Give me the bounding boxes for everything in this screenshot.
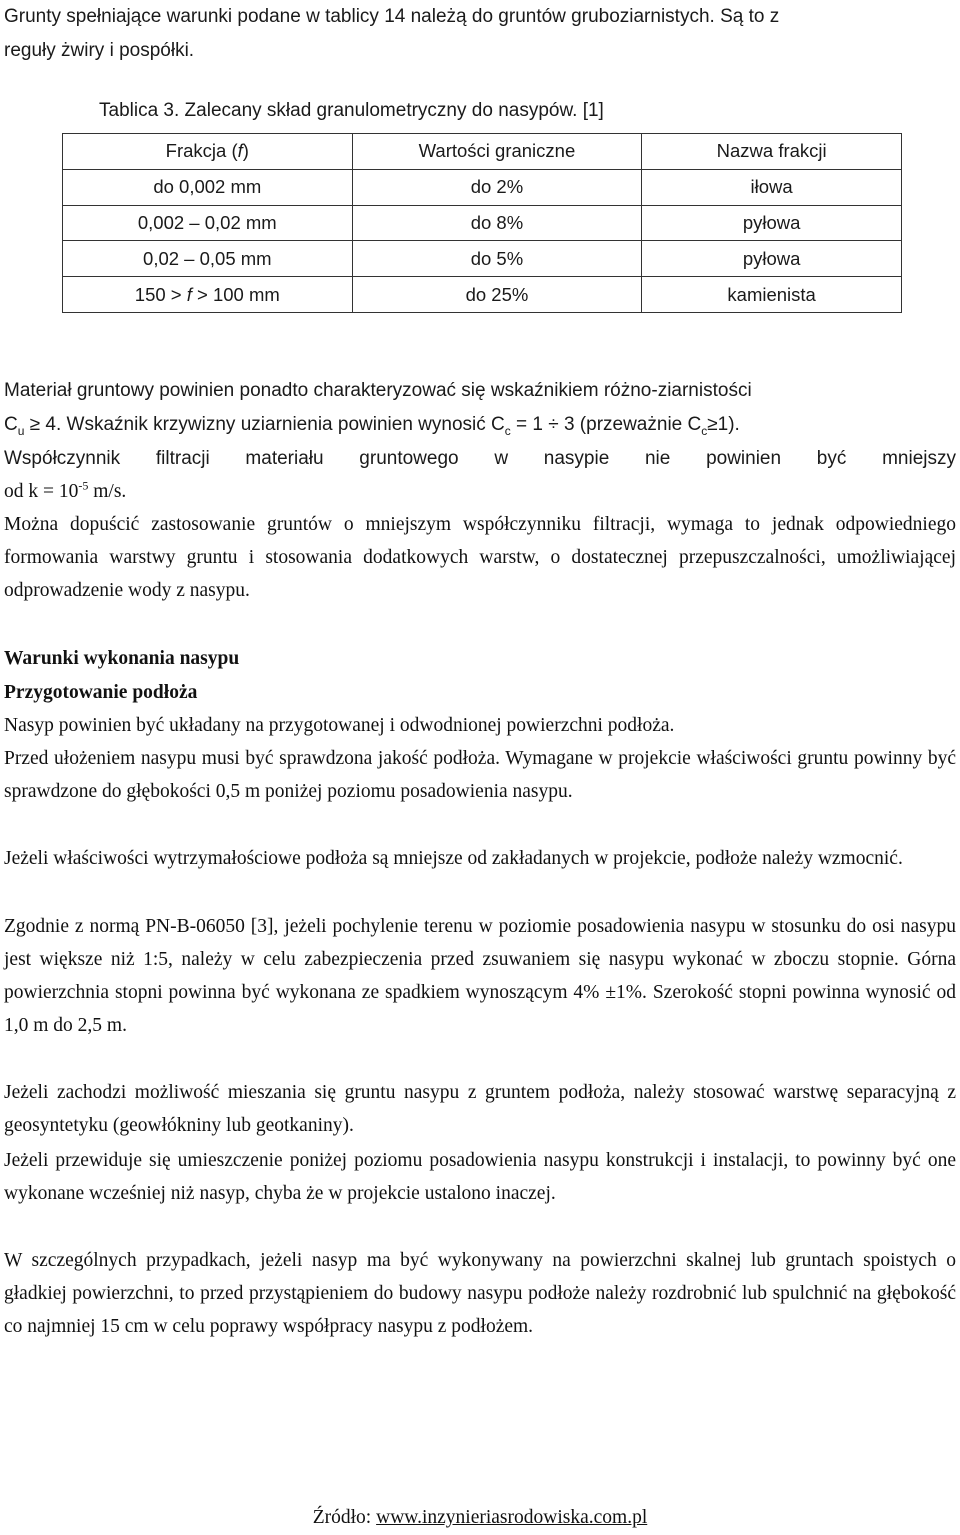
paragraph: Zgodnie z normą PN-B-06050 [3], jeżeli pochylenie terenu w poziomie posadowienia nasypu w stosunku do osi nasypu jest większe niż 1:5, należy w celu zabezpieczenia przed zsuwaniem się nasypu wykonać w zboczu stopnie. Górna powierzchnia stopni powinna być wykonana ze spadkiem wynoszącym 4% ±1%. Szerokość stopni powinna wynosić od 1,0 m do 2,5 m. (4, 916, 956, 1036)
cell-fraction: 0,02 – 0,05 mm (63, 241, 353, 277)
cell-fraction: 0,002 – 0,02 mm (63, 205, 353, 241)
paragraph-filtration: Można dopuścić zastosowanie gruntów o mniejszym współczynniku filtracji, wymaga to jednak odpowiedniego formowania warstwy gruntu i stosowania dodatkowych warstw, o dostatecznej przepuszczalności, umożliwiającej odprowadzenie wody z nasypu. (4, 514, 956, 601)
intro-line-1: Grunty spełniające warunki podane w tablicy 14 należą do gruntów gruboziarnistych. Są to z (4, 6, 780, 27)
cell-limit: do 25% (352, 277, 642, 313)
header-fraction: Frakcja (f) (63, 134, 353, 170)
material-line-4: od $k = 10^{-5}$ m/s. (4, 478, 127, 502)
granulometric-table (62, 133, 902, 313)
table-row (63, 241, 902, 277)
paragraph: W szczególnych przypadkach, jeżeli nasyp ma być wykonywany na powierzchni skalnej lub gruntach spoistych o gładkiej powierzchni, to przed przystąpieniem do budowy nasypu podłoże należy rozdrobnić lub spulchnić na głębokość co najmniej 15 cm w celu poprawy współpracy nasypu z podłożem. (4, 1250, 956, 1337)
paragraph: Przed ułożeniem nasypu musi być sprawdzona jakość podłoża. Wymagane w projekcie właściwości gruntu powinny być sprawdzone do głębokości 0,5 m poniżej poziomu posadowienia nasypu. (4, 748, 956, 802)
header-limit-values: Wartości graniczne (352, 134, 642, 170)
cell-fraction: do 0,002 mm (63, 169, 353, 205)
section-heading: Warunki wykonania nasypu (4, 648, 240, 669)
material-line-3: Współczynnik filtracji materiału gruntowego w nasypie nie powinien być mniejszy (4, 448, 956, 469)
paragraph: Jeżeli zachodzi możliwość mieszania się gruntu nasypu z gruntem podłoża, należy stosować warstwę separacyjną z geosyntetyku (geowłókniny lub geotkaniny). (4, 1082, 956, 1136)
paragraph: Jeżeli przewiduje się umieszczenie poniżej poziomu posadowienia nasypu konstrukcji i instalacji, to powinny być one wykonane wcześniej niż nasyp, chyba że w projekcie ustalono inaczej. (4, 1150, 956, 1204)
table-row (63, 277, 902, 313)
table-row (63, 205, 902, 241)
source-label: Źródło: (312, 1507, 377, 1528)
cell-limit: do 5% (352, 241, 642, 277)
table-row (63, 169, 902, 205)
cell-name: iłowa (642, 169, 902, 205)
cell-limit: do 2% (352, 169, 642, 205)
material-line-1: Materiał gruntowy powinien ponadto charakteryzować się wskaźnikiem różno-ziarnistości (4, 380, 752, 401)
paragraph: Nasyp powinien być układany na przygotowanej i odwodnionej powierzchni podłoża. (4, 715, 675, 736)
table-caption: Tablica 3. Zalecany skład granulometryczny do nasypów. [1] (99, 100, 604, 121)
cell-name: pyłowa (642, 241, 902, 277)
paragraph: Jeżeli właściwości wytrzymałościowe podłoża są mniejsze od zakładanych w projekcie, podłoże należy wzmocnić. (4, 848, 903, 869)
cell-name: pyłowa (642, 205, 902, 241)
material-line-2: $C_u \ge 4$. Wskaźnik krzywizny uziarnienia powinien wynosić $C_c = 1 \div 3$ (przeważnie $C_c\ge 1$). (4, 414, 740, 438)
header-fraction-name: Nazwa frakcji (642, 134, 902, 170)
cell-fraction: 150 > f > 100 mm (63, 277, 353, 313)
table-header-row (63, 134, 902, 170)
source-link[interactable]: www.inzynieriasrodowiska.com.pl (376, 1507, 648, 1528)
cell-limit: do 8% (352, 205, 642, 241)
intro-line-2: reguły żwiry i pospółki. (4, 40, 195, 61)
cell-name: kamienista (642, 277, 902, 313)
source-footer (0, 1507, 960, 1529)
subsection-heading: Przygotowanie podłoża (4, 682, 198, 703)
